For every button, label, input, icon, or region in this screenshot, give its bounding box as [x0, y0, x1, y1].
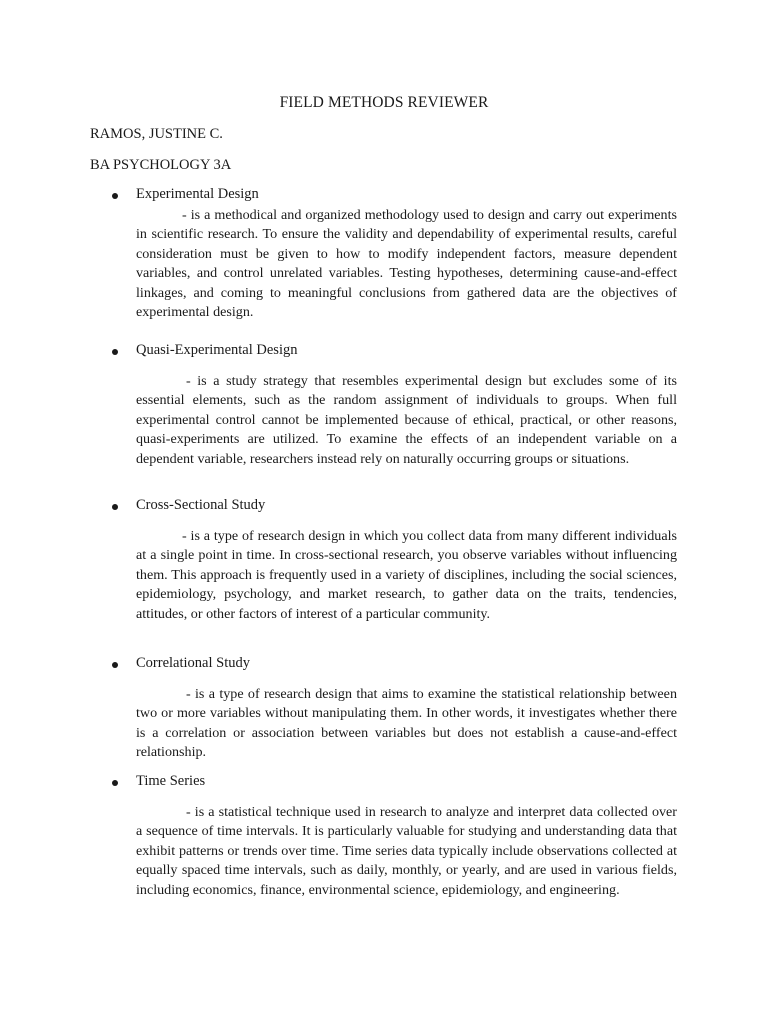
list-item: [108, 655, 678, 763]
item-term: Correlational Study: [136, 655, 250, 671]
bullet-icon: [112, 504, 118, 510]
item-term: Cross-Sectional Study: [136, 497, 266, 513]
course-section: BA PSYCHOLOGY 3A: [90, 157, 232, 173]
item-term: Quasi-Experimental Design: [136, 342, 298, 358]
item-term: Time Series: [136, 773, 206, 789]
bullet-icon: [112, 662, 118, 668]
item-description: - is a type of research design in which you collect data from many different individuals at a single point in time. In cross-sectional research, you observe variables without influencing them. This approach is frequently used in a variety of disciplines, including the social sciences, epidemiology, psychology, and market research, to gather data on the traits, tendencies, attitudes, or other factors of interest of a particular community.: [136, 528, 677, 622]
document-title: FIELD METHODS REVIEWER: [279, 94, 489, 111]
bullet-icon: [112, 349, 118, 355]
list-item: [108, 186, 678, 322]
item-term: Experimental Design: [136, 186, 259, 202]
item-description: - is a methodical and organized methodology used to design and carry out experiments in scientific research. To ensure the validity and dependability of experimental results, careful consideration must be given to how to modify independent factors, measure dependent variables, and control unrelated variables. Testing hypotheses, determining cause-and-effect linkages, and coming to meaningful conclusions from gathered data are the objectives of experimental design.: [136, 207, 677, 321]
item-description: - is a statistical technique used in research to analyze and interpret data collected over a sequence of time intervals. It is particularly valuable for studying and understanding data that exhibit patterns or trends over time. Time series data typically include observations collected at equally spaced time intervals, such as daily, monthly, or yearly, and are used in various fields, including economics, finance, environmental science, epidemiology, and engineering.: [136, 804, 677, 898]
author-name: RAMOS, JUSTINE C.: [90, 126, 223, 142]
bullet-icon: [112, 780, 118, 786]
list-item: [108, 497, 678, 624]
item-description: - is a study strategy that resembles experimental design but excludes some of its essential elements, such as the random assignment of individuals to groups. When full experimental control cannot be implemented because of ethical, practical, or other reasons, quasi-experiments are utilized. To examine the effects of an independent variable on a dependent variable, researchers instead rely on naturally occurring groups or situations.: [136, 373, 677, 467]
item-description: - is a type of research design that aims to examine the statistical relationship between two or more variables without manipulating them. In other words, it investigates whether there is a correlation or association between variables but does not establish a cause-and-effect relationship.: [136, 686, 677, 761]
bullet-icon: [112, 193, 118, 199]
list-item: [108, 773, 678, 900]
list-item: [108, 342, 678, 469]
